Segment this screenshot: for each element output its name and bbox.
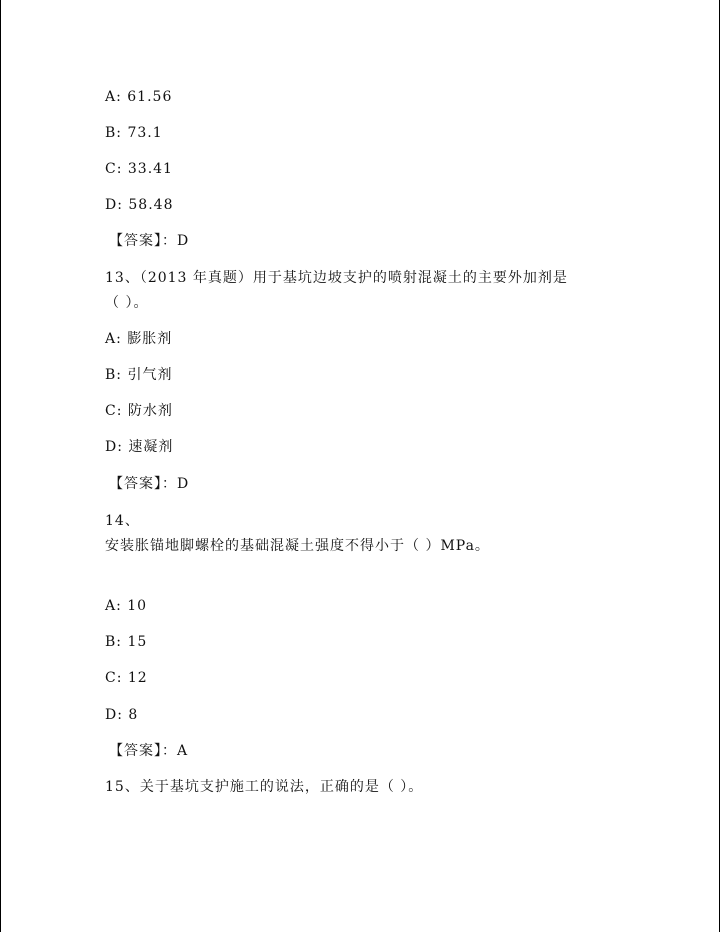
q14-option-a: A: 10 xyxy=(105,598,148,614)
q13-option-b: B: 引气剂 xyxy=(105,367,173,383)
q13-option-d: D: 速凝剂 xyxy=(105,439,174,455)
q14-question: 安装胀锚地脚螺栓的基础混凝土强度不得小于（ ）MPa。 xyxy=(105,538,490,554)
q15-question: 15、关于基坑支护施工的说法，正确的是（ ）。 xyxy=(105,779,424,795)
q14-option-c: C: 12 xyxy=(105,670,148,686)
q12-option-c: C: 33.41 xyxy=(105,161,173,177)
q13-option-a: A: 膨胀剂 xyxy=(105,331,173,347)
q12-option-d: D: 58.48 xyxy=(105,197,174,213)
q14-answer: 【答案】：A xyxy=(109,743,189,759)
q13-question-line2: （ ）。 xyxy=(105,295,149,311)
q14-number: 14、 xyxy=(105,513,140,529)
q12-option-a: A: 61.56 xyxy=(105,89,173,105)
q14-option-b: B: 15 xyxy=(105,634,148,650)
q12-answer: 【答案】：D xyxy=(109,233,190,249)
q13-question-line1: 13、（2013 年真题）用于基坑边坡支护的喷射混凝土的主要外加剂是 xyxy=(105,270,568,286)
q14-option-d: D: 8 xyxy=(105,707,139,723)
q12-option-b: B: 73.1 xyxy=(105,125,163,141)
q13-answer: 【答案】：D xyxy=(109,476,190,492)
q13-option-c: C: 防水剂 xyxy=(105,403,173,419)
